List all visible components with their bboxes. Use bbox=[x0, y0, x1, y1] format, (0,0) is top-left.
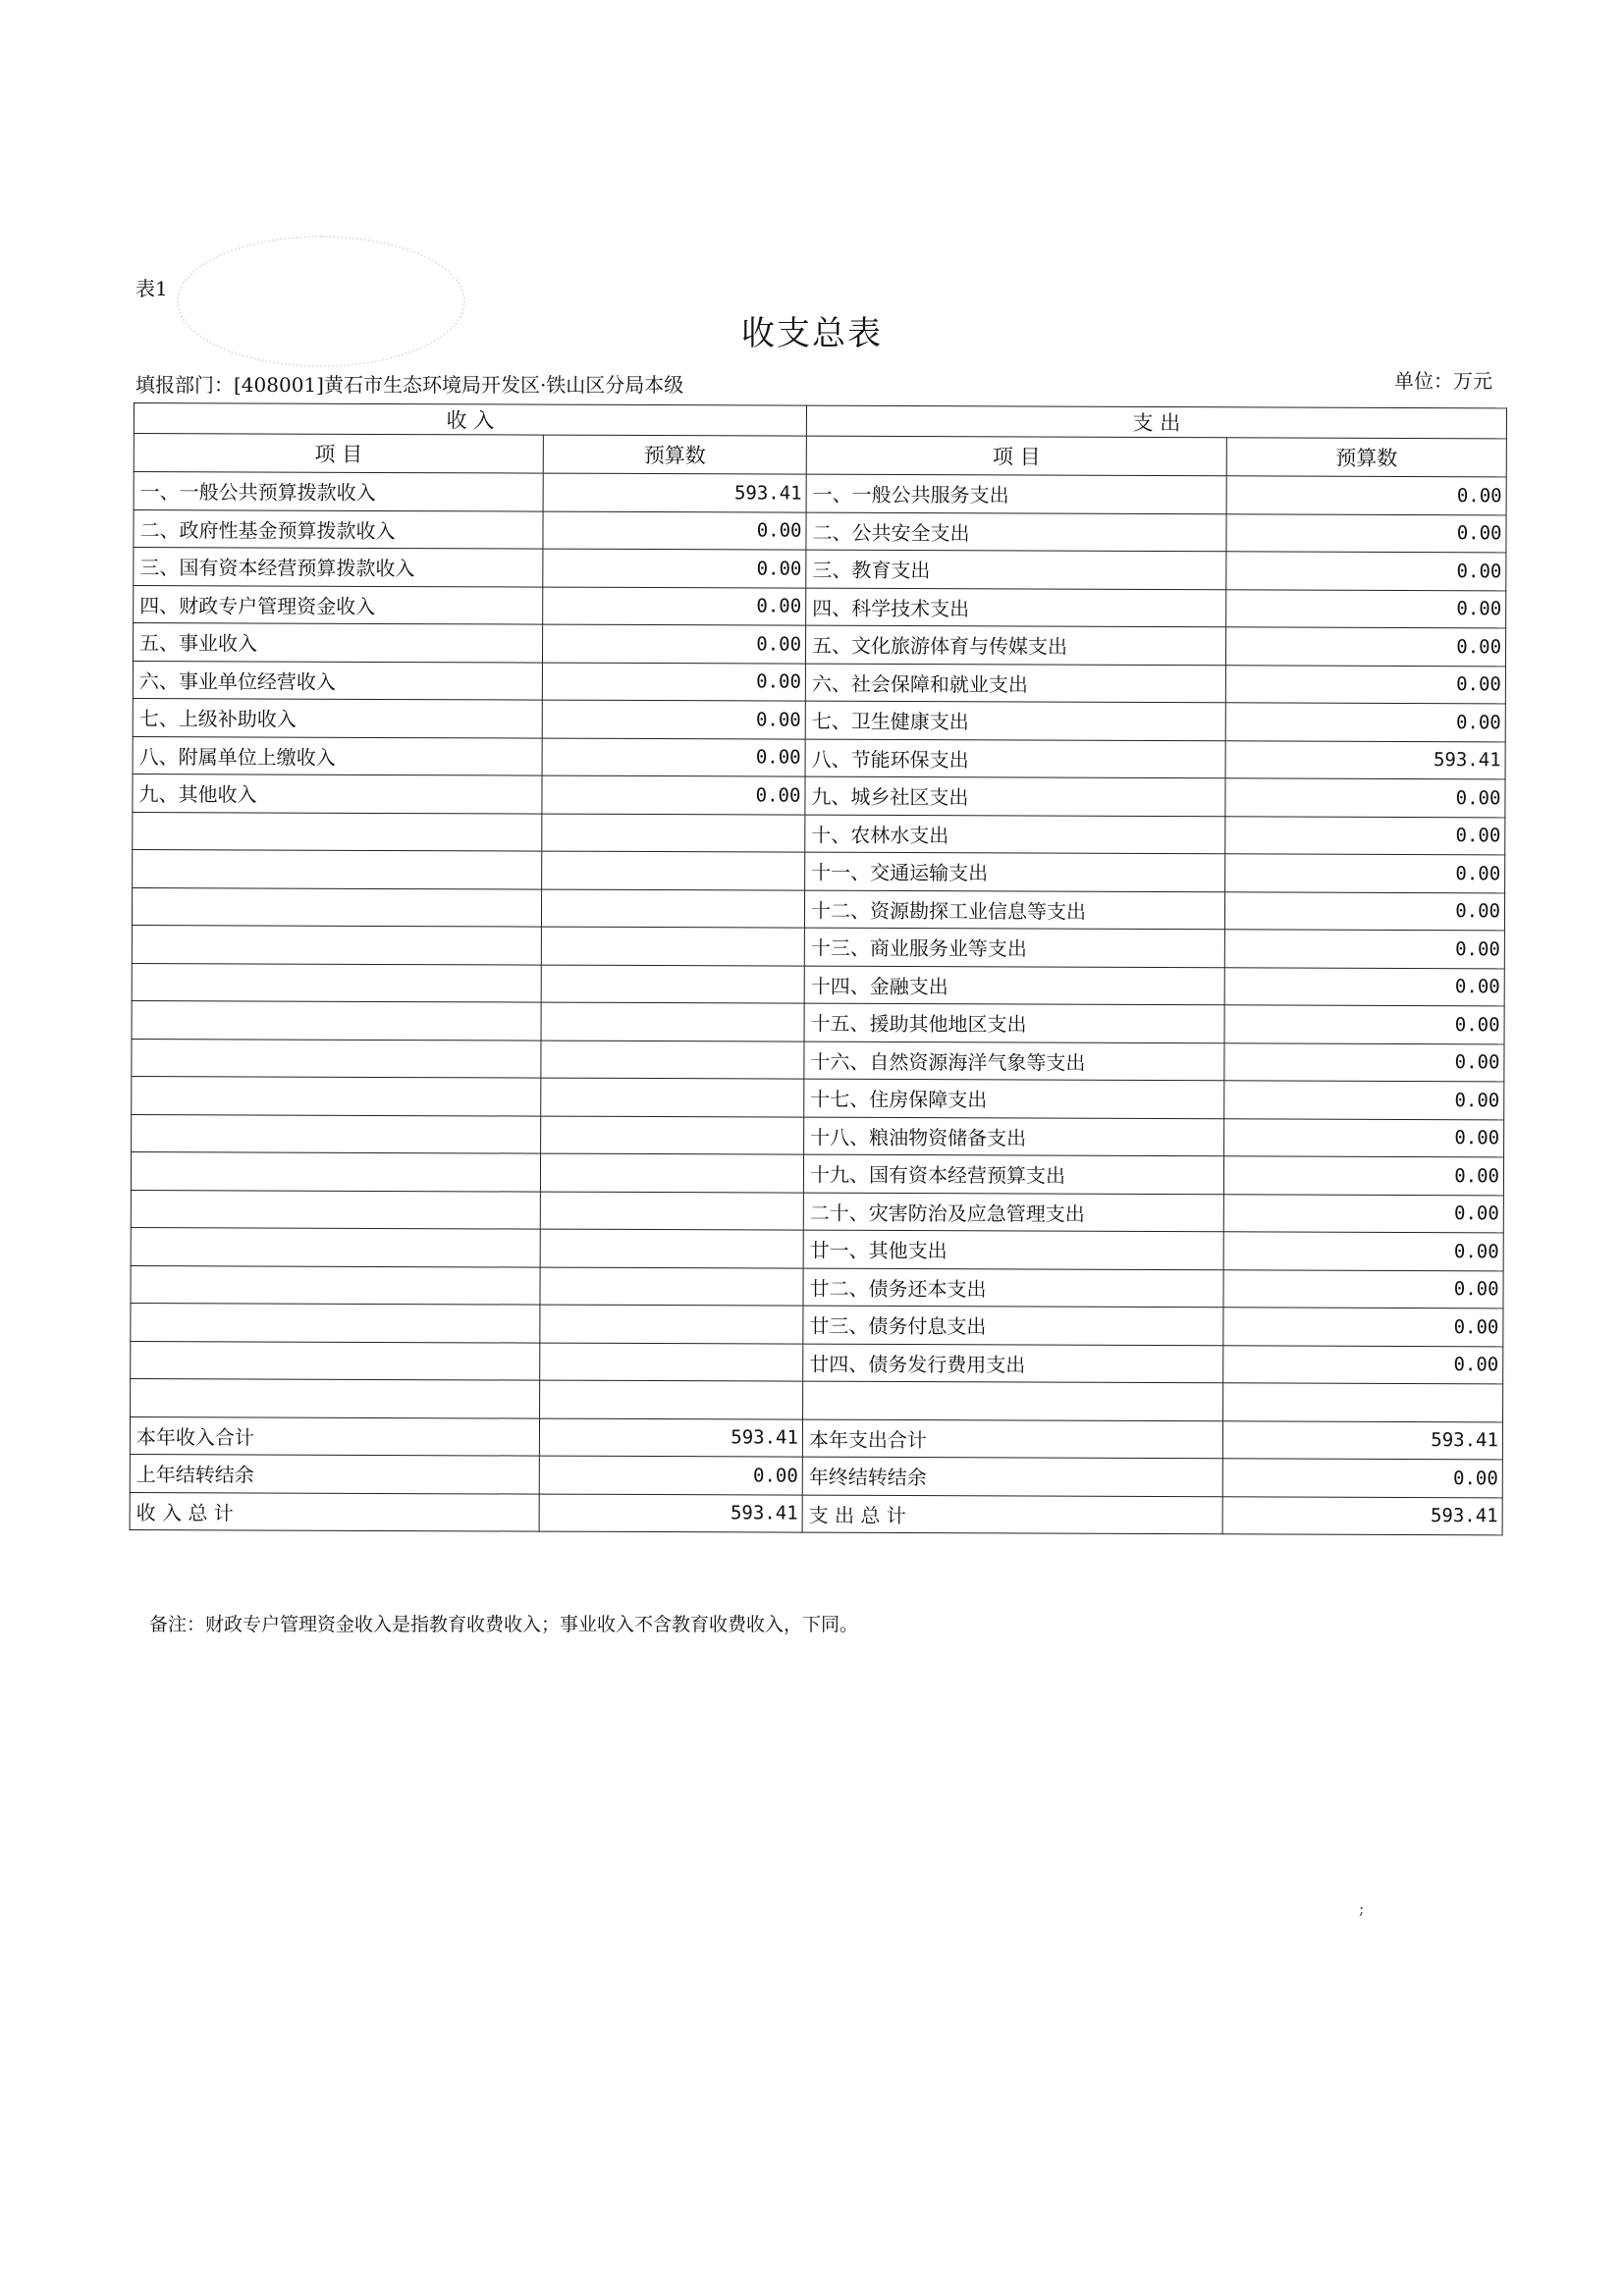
expense-budget-cell: 593.41 bbox=[1222, 1496, 1502, 1535]
expense-budget-cell: 0.00 bbox=[1225, 665, 1505, 704]
expense-item-cell: 五、文化旅游体育与传媒支出 bbox=[805, 625, 1225, 665]
income-item-cell: 三、国有资本经营预算拨款收入 bbox=[134, 548, 543, 587]
income-item-cell bbox=[132, 887, 541, 927]
expense-budget-cell: 0.00 bbox=[1223, 1269, 1503, 1308]
income-budget-cell bbox=[540, 1267, 803, 1307]
income-budget-cell: 0.00 bbox=[542, 700, 805, 739]
expense-budget-cell: 0.00 bbox=[1223, 1308, 1503, 1347]
income-budget-cell bbox=[542, 814, 805, 853]
income-budget-cell bbox=[540, 1343, 803, 1382]
income-item-cell bbox=[131, 1303, 540, 1342]
table-row bbox=[132, 887, 1504, 931]
stray-mark: ; bbox=[1359, 1899, 1365, 1918]
income-budget-cell: 593.41 bbox=[543, 473, 806, 512]
unit-label: 单位：万元 bbox=[1394, 369, 1492, 393]
table-row bbox=[130, 1416, 1502, 1460]
expense-item-cell: 廿一、其他支出 bbox=[803, 1230, 1223, 1269]
budget-summary-table bbox=[130, 402, 1507, 1535]
table-row bbox=[132, 925, 1504, 968]
expense-item-cell bbox=[803, 1381, 1223, 1420]
income-item-cell bbox=[131, 1265, 540, 1305]
expense-budget-cell: 0.00 bbox=[1224, 1118, 1504, 1157]
expense-budget-cell: 0.00 bbox=[1223, 1345, 1503, 1384]
income-budget-cell bbox=[540, 1153, 803, 1193]
income-item-cell: 一、一般公共预算拨款收入 bbox=[134, 472, 543, 511]
income-budget-cell: 0.00 bbox=[543, 549, 806, 588]
income-item-cell: 八、附属单位上缴收入 bbox=[133, 736, 542, 775]
expense-budget-cell: 0.00 bbox=[1225, 816, 1505, 855]
expense-budget-cell: 0.00 bbox=[1226, 552, 1506, 591]
expense-item-cell: 廿三、债务付息支出 bbox=[803, 1306, 1223, 1345]
table-row bbox=[131, 1227, 1503, 1270]
expense-item-cell: 二、公共安全支出 bbox=[806, 512, 1226, 552]
income-item-cell bbox=[131, 1151, 540, 1191]
expense-budget-cell: 0.00 bbox=[1225, 854, 1505, 893]
income-item-cell bbox=[133, 849, 542, 888]
income-budget-cell bbox=[540, 1380, 803, 1419]
expense-budget-cell: 0.00 bbox=[1224, 1081, 1504, 1120]
table-row bbox=[131, 1265, 1503, 1308]
income-budget-header: 预算数 bbox=[543, 435, 806, 474]
income-item-cell bbox=[132, 1000, 541, 1040]
expense-section-header: 支 出 bbox=[806, 405, 1506, 439]
income-budget-cell: 593.41 bbox=[539, 1418, 802, 1458]
income-budget-cell bbox=[541, 1002, 804, 1041]
expense-budget-cell: 0.00 bbox=[1223, 1156, 1503, 1196]
expense-item-cell: 廿二、债务还本支出 bbox=[803, 1268, 1223, 1308]
expense-item-header: 项 目 bbox=[806, 436, 1226, 476]
income-budget-cell: 0.00 bbox=[539, 1456, 802, 1495]
table-row bbox=[133, 849, 1505, 892]
income-budget-cell: 0.00 bbox=[542, 738, 805, 777]
expense-item-cell: 十五、援助其他地区支出 bbox=[804, 1003, 1224, 1042]
income-item-cell bbox=[132, 1039, 541, 1078]
income-budget-cell bbox=[540, 1229, 803, 1268]
income-budget-cell: 0.00 bbox=[543, 511, 806, 551]
expense-item-cell: 三、教育支出 bbox=[806, 550, 1226, 589]
expense-item-cell: 十四、金融支出 bbox=[804, 966, 1224, 1005]
table-row bbox=[131, 1341, 1503, 1384]
footnote: 备注：财政专户管理资金收入是指教育收费收入；事业收入不含教育收费收入，下同。 bbox=[149, 1614, 859, 1635]
expense-item-cell: 七、卫生健康支出 bbox=[805, 701, 1225, 740]
reporting-department: 填报部门：[408001]黄石市生态环境局开发区·铁山区分局本级 bbox=[135, 373, 684, 397]
expense-budget-cell: 0.00 bbox=[1225, 703, 1505, 742]
expense-item-cell: 十六、自然资源海洋气象等支出 bbox=[804, 1041, 1224, 1081]
income-budget-cell bbox=[540, 1192, 803, 1231]
income-item-cell: 六、事业单位经营收入 bbox=[133, 661, 542, 700]
expense-item-cell: 十八、粮油物资储备支出 bbox=[804, 1117, 1224, 1156]
expense-budget-cell: 0.00 bbox=[1226, 476, 1506, 515]
expense-budget-cell: 0.00 bbox=[1225, 627, 1505, 667]
table-row bbox=[132, 1000, 1504, 1043]
expense-item-cell: 十九、国有资本经营预算支出 bbox=[803, 1154, 1223, 1194]
expense-item-cell: 十一、交通运输支出 bbox=[805, 852, 1225, 891]
income-item-cell bbox=[133, 812, 542, 851]
income-item-cell bbox=[131, 1190, 540, 1229]
header-row-columns bbox=[134, 434, 1506, 477]
table-row bbox=[132, 1039, 1504, 1082]
expense-item-cell: 十二、资源勘探工业信息等支出 bbox=[804, 890, 1224, 930]
expense-budget-cell bbox=[1223, 1383, 1503, 1422]
table-row bbox=[133, 661, 1505, 704]
expense-item-cell: 本年支出合计 bbox=[802, 1419, 1222, 1459]
income-item-cell bbox=[131, 1341, 540, 1380]
income-item-header: 项 目 bbox=[134, 434, 543, 474]
expense-item-cell: 支 出 总 计 bbox=[802, 1495, 1222, 1534]
expense-item-cell: 年终结转结余 bbox=[802, 1457, 1222, 1496]
expense-budget-cell: 0.00 bbox=[1224, 967, 1504, 1006]
table-row bbox=[134, 585, 1506, 628]
table-row bbox=[132, 963, 1504, 1006]
table-row bbox=[134, 472, 1506, 515]
income-budget-cell bbox=[541, 965, 804, 1004]
income-item-cell bbox=[132, 963, 541, 1002]
income-item-cell bbox=[132, 925, 541, 964]
income-item-cell: 七、上级补助收入 bbox=[133, 698, 542, 737]
table-row bbox=[133, 774, 1505, 817]
expense-budget-header: 预算数 bbox=[1226, 438, 1506, 477]
income-item-cell: 二、政府性基金预算拨款收入 bbox=[134, 509, 543, 549]
income-budget-cell bbox=[541, 1078, 804, 1117]
expense-budget-cell: 0.00 bbox=[1222, 1459, 1502, 1498]
income-budget-cell bbox=[541, 1116, 804, 1155]
budget-table-wrap bbox=[130, 402, 1506, 1535]
table-row bbox=[130, 1454, 1502, 1497]
expense-item-cell: 一、一般公共服务支出 bbox=[806, 474, 1226, 513]
income-budget-cell: 0.00 bbox=[543, 587, 806, 626]
expense-budget-cell: 593.41 bbox=[1222, 1420, 1502, 1460]
expense-budget-cell: 0.00 bbox=[1224, 1042, 1504, 1082]
expense-budget-cell: 0.00 bbox=[1224, 891, 1504, 931]
table-row bbox=[131, 1190, 1503, 1233]
expense-budget-cell: 0.00 bbox=[1224, 930, 1504, 969]
income-item-cell bbox=[132, 1076, 541, 1115]
expense-item-cell: 六、社会保障和就业支出 bbox=[805, 664, 1225, 703]
expense-budget-cell: 0.00 bbox=[1226, 513, 1506, 553]
expense-item-cell: 八、节能环保支出 bbox=[805, 739, 1225, 778]
table-row bbox=[131, 1303, 1503, 1346]
income-item-cell: 五、事业收入 bbox=[133, 623, 542, 663]
expense-item-cell: 二十、灾害防治及应急管理支出 bbox=[803, 1193, 1223, 1232]
income-item-cell bbox=[131, 1378, 540, 1417]
table-row bbox=[134, 509, 1506, 553]
table-row bbox=[133, 812, 1505, 855]
income-budget-cell: 593.41 bbox=[539, 1494, 802, 1533]
expense-item-cell: 廿四、债务发行费用支出 bbox=[803, 1344, 1223, 1383]
table-row bbox=[133, 623, 1505, 667]
table-row bbox=[130, 1492, 1502, 1535]
table-row bbox=[133, 736, 1505, 779]
table-row bbox=[131, 1378, 1503, 1421]
table-row bbox=[132, 1114, 1504, 1157]
income-item-cell: 收 入 总 计 bbox=[130, 1492, 539, 1531]
income-section-header: 收 入 bbox=[134, 403, 806, 437]
table-row bbox=[134, 548, 1506, 591]
income-item-cell: 上年结转结余 bbox=[130, 1454, 539, 1493]
income-budget-cell bbox=[542, 851, 805, 890]
income-item-cell bbox=[131, 1227, 540, 1266]
expense-budget-cell: 0.00 bbox=[1225, 778, 1505, 818]
income-budget-cell bbox=[541, 889, 804, 929]
expense-budget-cell: 593.41 bbox=[1225, 740, 1505, 779]
expense-item-cell: 十七、住房保障支出 bbox=[804, 1079, 1224, 1118]
income-item-cell: 本年收入合计 bbox=[130, 1416, 539, 1456]
income-item-cell: 四、财政专户管理资金收入 bbox=[134, 585, 543, 624]
expense-budget-cell: 0.00 bbox=[1223, 1232, 1503, 1271]
income-budget-cell bbox=[541, 1041, 804, 1080]
expense-item-cell: 四、科学技术支出 bbox=[806, 588, 1226, 627]
income-budget-cell bbox=[540, 1305, 803, 1344]
table-number: 表1 bbox=[135, 277, 168, 300]
income-budget-cell: 0.00 bbox=[542, 775, 805, 815]
table-row bbox=[132, 1076, 1504, 1119]
expense-item-cell: 十、农林水支出 bbox=[805, 815, 1225, 854]
income-item-cell bbox=[132, 1114, 541, 1153]
income-item-cell: 九、其他收入 bbox=[133, 774, 542, 813]
expense-item-cell: 十三、商业服务业等支出 bbox=[804, 928, 1224, 967]
page-title: 收支总表 bbox=[741, 314, 883, 353]
table-row bbox=[131, 1151, 1503, 1195]
expense-budget-cell: 0.00 bbox=[1226, 589, 1506, 628]
expense-item-cell: 九、城乡社区支出 bbox=[805, 776, 1225, 816]
income-budget-cell: 0.00 bbox=[542, 663, 805, 702]
table-row bbox=[133, 698, 1505, 741]
expense-budget-cell: 0.00 bbox=[1223, 1194, 1503, 1233]
income-budget-cell: 0.00 bbox=[542, 624, 805, 664]
expense-budget-cell: 0.00 bbox=[1224, 1005, 1504, 1044]
income-budget-cell bbox=[541, 927, 804, 966]
